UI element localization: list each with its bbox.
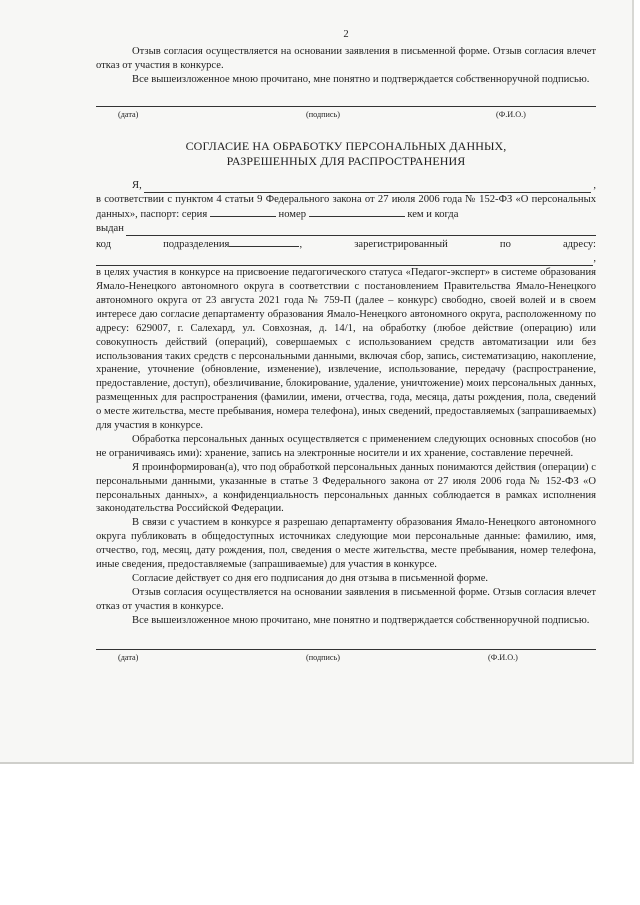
issued-line: выдан: [96, 222, 596, 236]
informed-paragraph: Я проинформирован(а), что под обработкой персональных данных понимаются действия (операции) с персональными данными, указанные в статье 3 Федерального закона от 27 июля 2006 года № 152-ФЗ «О персональных данных», а конфиденциальность персональных данных соблюдается в рамках исполнения законодательства Российской Федерации.: [96, 461, 596, 515]
publish-paragraph: В связи с участием в конкурсе я разрешаю департаменту образования Ямало-Ненецкого автономного округа публиковать в общедоступных источниках следующие мои персональные данные: фамилию, имя, отчество, год, месяц, дату рождения, пол, сведения о месте жительства, месте пребывания, номер телефона, иные сведения, предоставляемые (запрашиваемые) для участия в конкурсе.: [96, 517, 596, 571]
methods-paragraph: Обработка персональных данных осуществляется с применением следующих основных способов (но не ограничиваясь ими): хранение, запись на электронные носители и их хранение, составление перечней.: [96, 433, 596, 459]
ya-label: Я,: [132, 179, 142, 191]
read-paragraph: Все вышеизложенное мною прочитано, мне понятно и подтверждается собственноручной подписью.: [132, 614, 590, 626]
name-field[interactable]: [144, 182, 592, 193]
validity-paragraph: Согласие действует со дня его подписания до дня отзыва в письменной форме.: [132, 573, 489, 584]
signature-label: (подпись): [306, 109, 340, 119]
issued-by-field[interactable]: [126, 225, 596, 236]
read-paragraph-top: Все вышеизложенное мною прочитано, мне понятно и подтверждается собственноручной подписью.: [132, 73, 590, 85]
consent-title: [96, 139, 596, 169]
date-label: (дата): [118, 109, 139, 119]
address-line: ,: [96, 252, 596, 266]
passport-line: в соответствии с пунктом 4 статьи 9 Федерального закона от 27 июля 2006 года № 152-ФЗ «О персональных данных», паспорт: серия номер кем и когда: [96, 193, 596, 221]
passport-series-field[interactable]: [210, 206, 276, 217]
passport-number-field[interactable]: [309, 206, 405, 217]
address-field[interactable]: [96, 255, 593, 266]
name-line: Я, ,: [132, 179, 596, 191]
main-consent-paragraph: в целях участия в конкурсе на присвоение педагогического статуса «Педагог-эксперт» в системе образования Ямало-Ненецкого автономного округа в соответствии с постановлением Правительства Ямало-Ненецкого автономного округа от 23 августа 2021 года № 759-П (далее – конкурс) свободно, своей волей и в своем интересе даю согласие департаменту образования Ямало-Ненецкого автономного округа, расположенному по адресу: 629007, г. Салехард, ул. Совхозная, д. 14/1, на обработку (любое действие (операцию) или совокупность действий (операций), совершаемых с использованием средств автоматизации или без использования таких средств с персональными данными, включая сбор, запись, систематизацию, накопление, хранение, уточнение (обновление, изменение), извлечение, использование, передачу (распространение, предоставление, доступ), обезличивание, блокирование, удаление, уничтожение) моих персональных данных, размещенных для распространения (фамилии, имени, отчества, года, месяца, даты рождения, пола, сведений о месте жительства, месте пребывания, номера телефона), иных сведений, предоставляемых (запрашиваемых) для участия в конкурсе.: [96, 267, 596, 432]
fio-label-bottom: (Ф.И.О.): [488, 652, 518, 662]
signature-line-top: [96, 106, 596, 121]
date-label-bottom: (дата): [118, 652, 139, 662]
title-line-1: СОГЛАСИЕ НА ОБРАБОТКУ ПЕРСОНАЛЬНЫХ ДАННЫХ,: [185, 138, 507, 153]
signature-label-bottom: (подпись): [306, 652, 340, 662]
title-line-2: РАЗРЕШЕННЫХ ДЛЯ РАСПРОСТРАНЕНИЯ: [226, 153, 466, 168]
division-code-field[interactable]: [229, 236, 299, 247]
code-line: код подразделения , зарегистрированный по адресу:: [96, 236, 596, 252]
page-number: 2: [343, 29, 349, 40]
fio-label: (Ф.И.О.): [496, 109, 526, 119]
revoke-paragraph-top: Отзыв согласия осуществляется на основании заявления в письменной форме. Отзыв согласия влечет отказ от участия в конкурсе.: [96, 45, 596, 71]
signature-line-bottom: [96, 649, 596, 664]
revoke-paragraph: Отзыв согласия осуществляется на основании заявления в письменной форме. Отзыв согласия влечет отказ от участия в конкурсе.: [96, 586, 596, 612]
document-body: [96, 28, 596, 664]
